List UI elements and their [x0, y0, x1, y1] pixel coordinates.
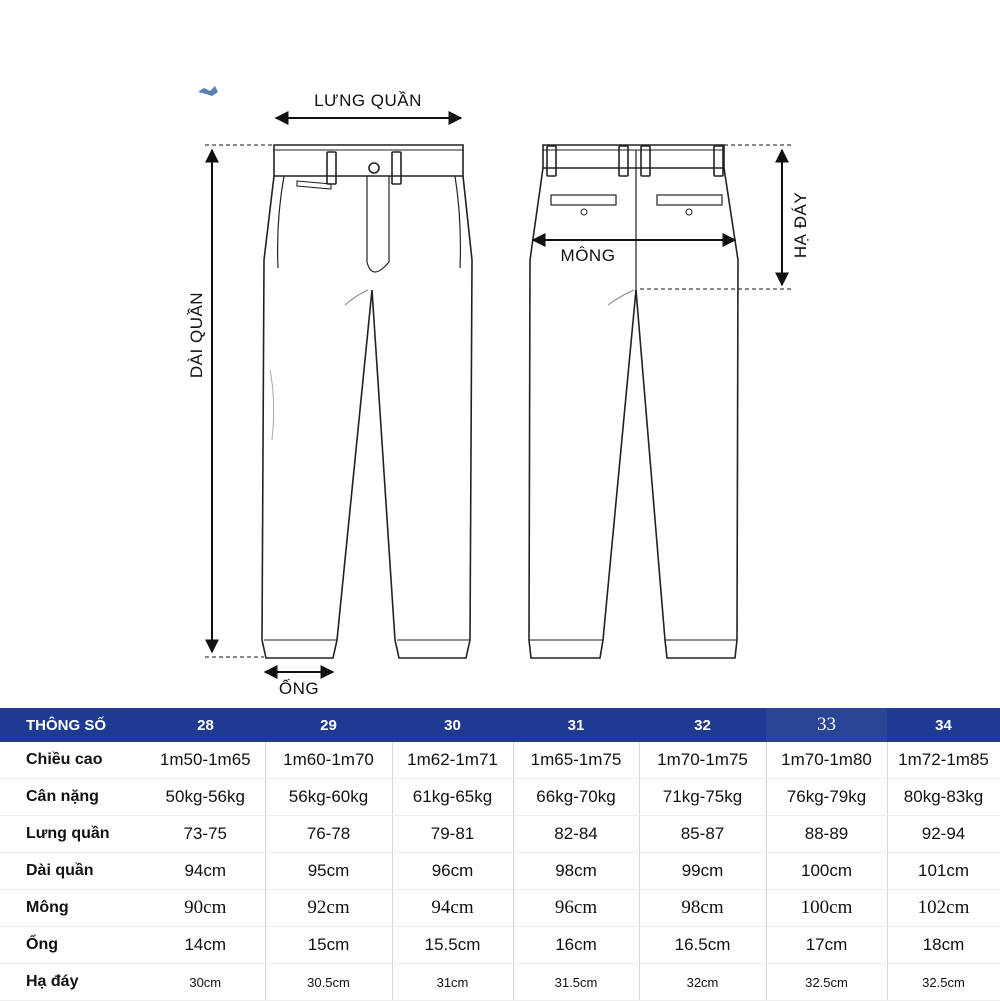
- header-size: 28: [146, 708, 265, 742]
- table-row-waist: [0, 816, 1000, 853]
- waist-label: LƯNG QUẦN: [314, 91, 422, 110]
- table-cell: 96cm: [392, 853, 513, 890]
- table-cell: 31cm: [392, 964, 513, 1001]
- table-cell: 1m70-1m75: [639, 742, 766, 779]
- table-cell: 92cm: [265, 890, 392, 927]
- table-cell: 32cm: [639, 964, 766, 1001]
- table-header-row: [0, 708, 1000, 742]
- table-row-leg-opening: [0, 927, 1000, 964]
- header-spec-label: THÔNG SỐ: [0, 708, 146, 742]
- table-cell: 101cm: [887, 853, 1000, 890]
- hip-label: MÔNG: [560, 246, 616, 265]
- table-cell: 1m72-1m85: [887, 742, 1000, 779]
- table-cell: 15cm: [265, 927, 392, 964]
- table-cell: 79-81: [392, 816, 513, 853]
- table-cell: 1m60-1m70: [265, 742, 392, 779]
- table-cell: 18cm: [887, 927, 1000, 964]
- header-size: 30: [392, 708, 513, 742]
- table-row-length: [0, 853, 1000, 890]
- table-row-height: [0, 742, 1000, 779]
- row-label: Ống: [0, 927, 146, 964]
- size-chart-table: [0, 708, 1000, 1001]
- table-cell: 100cm: [766, 853, 887, 890]
- table-cell: 94cm: [146, 853, 265, 890]
- table-cell: 30cm: [146, 964, 265, 1001]
- row-label: Mông: [0, 890, 146, 927]
- table-cell: 16cm: [513, 927, 639, 964]
- table-cell: 100cm: [766, 890, 887, 927]
- table-cell: 15.5cm: [392, 927, 513, 964]
- decorative-sparkle-icon: [198, 86, 218, 96]
- table-cell: 71kg-75kg: [639, 779, 766, 816]
- table-cell: 82-84: [513, 816, 639, 853]
- table-cell: 73-75: [146, 816, 265, 853]
- measurement-guides: [205, 118, 792, 672]
- table-cell: 94cm: [392, 890, 513, 927]
- table-row-weight: [0, 779, 1000, 816]
- front-pants-drawing: [262, 145, 472, 658]
- table-cell: 14cm: [146, 927, 265, 964]
- back-pants-drawing: [529, 145, 738, 658]
- rise-label: HẠ ĐÁY: [791, 191, 810, 259]
- row-label: Dài quần: [0, 853, 146, 890]
- table-cell: 1m50-1m65: [146, 742, 265, 779]
- table-cell: 32.5cm: [766, 964, 887, 1001]
- table-cell: 98cm: [513, 853, 639, 890]
- table-cell: 1m70-1m80: [766, 742, 887, 779]
- table-cell: 1m62-1m71: [392, 742, 513, 779]
- table-cell: 17cm: [766, 927, 887, 964]
- header-size: 29: [265, 708, 392, 742]
- table-row-hip: [0, 890, 1000, 927]
- row-label: Hạ đáy: [0, 964, 146, 1001]
- row-label: Lưng quần: [0, 816, 146, 853]
- table-cell: 16.5cm: [639, 927, 766, 964]
- table-cell: 30.5cm: [265, 964, 392, 1001]
- table-cell: 92-94: [887, 816, 1000, 853]
- header-size: 32: [639, 708, 766, 742]
- table-cell: 98cm: [639, 890, 766, 927]
- header-size: 34: [887, 708, 1000, 742]
- header-size: 31: [513, 708, 639, 742]
- table-cell: 76kg-79kg: [766, 779, 887, 816]
- row-label: Cân nặng: [0, 779, 146, 816]
- table-cell: 102cm: [887, 890, 1000, 927]
- table-cell: 95cm: [265, 853, 392, 890]
- table-row-rise: [0, 964, 1000, 1001]
- header-size: 33: [766, 708, 887, 742]
- table-cell: 85-87: [639, 816, 766, 853]
- table-cell: 50kg-56kg: [146, 779, 265, 816]
- table-cell: 1m65-1m75: [513, 742, 639, 779]
- table-cell: 99cm: [639, 853, 766, 890]
- table-cell: 66kg-70kg: [513, 779, 639, 816]
- table-cell: 61kg-65kg: [392, 779, 513, 816]
- table-cell: 32.5cm: [887, 964, 1000, 1001]
- table-cell: 88-89: [766, 816, 887, 853]
- table-cell: 80kg-83kg: [887, 779, 1000, 816]
- table-cell: 96cm: [513, 890, 639, 927]
- leg-opening-label: ỐNG: [278, 679, 320, 698]
- table-cell: 31.5cm: [513, 964, 639, 1001]
- length-label: DÀI QUẦN: [187, 291, 206, 379]
- table-cell: 90cm: [146, 890, 265, 927]
- row-label: Chiều cao: [0, 742, 146, 779]
- table-cell: 76-78: [265, 816, 392, 853]
- table-cell: 56kg-60kg: [265, 779, 392, 816]
